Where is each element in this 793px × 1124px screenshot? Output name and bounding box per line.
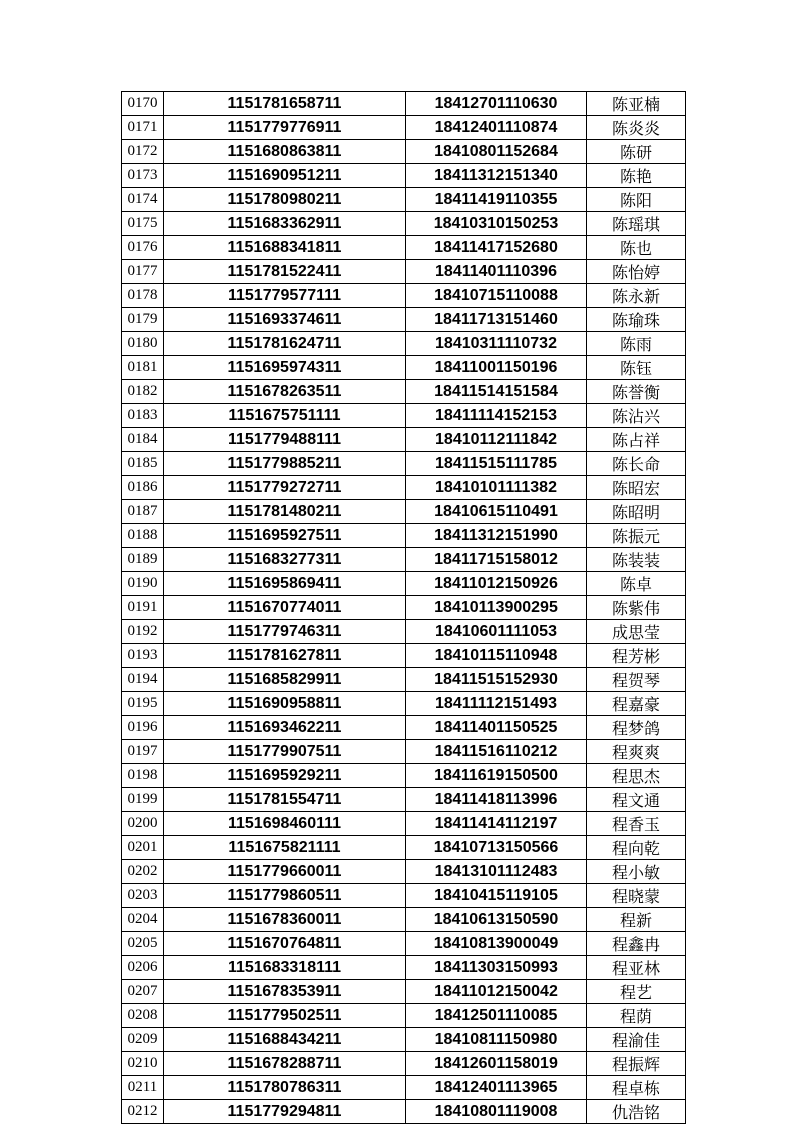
num2-cell: 18412401113965 — [406, 1076, 587, 1100]
num1-cell: 1151693374611 — [164, 308, 406, 332]
num2-cell: 18410113900295 — [406, 596, 587, 620]
num1-cell: 1151670764811 — [164, 932, 406, 956]
num1-cell: 1151685829911 — [164, 668, 406, 692]
table-row — [122, 572, 686, 596]
num1-cell: 1151688434211 — [164, 1028, 406, 1052]
seq-cell: 0171 — [122, 116, 164, 140]
name-cell: 程艺 — [587, 980, 686, 1004]
table-row — [122, 92, 686, 116]
name-cell: 程晓蒙 — [587, 884, 686, 908]
num2-cell: 18411515152930 — [406, 668, 587, 692]
num2-cell: 18411303150993 — [406, 956, 587, 980]
name-cell: 仇浩铭 — [587, 1100, 686, 1124]
num1-cell: 1151780980211 — [164, 188, 406, 212]
num1-cell: 1151695927511 — [164, 524, 406, 548]
num1-cell: 1151695869411 — [164, 572, 406, 596]
num2-cell: 18411414112197 — [406, 812, 587, 836]
table-row — [122, 764, 686, 788]
name-cell: 陈誉衡 — [587, 380, 686, 404]
data-table — [121, 91, 686, 1124]
num2-cell: 18410613150590 — [406, 908, 587, 932]
num1-cell: 1151781480211 — [164, 500, 406, 524]
num1-cell: 1151675751111 — [164, 404, 406, 428]
num1-cell: 1151683277311 — [164, 548, 406, 572]
seq-cell: 0191 — [122, 596, 164, 620]
seq-cell: 0201 — [122, 836, 164, 860]
table-row — [122, 596, 686, 620]
table-row — [122, 308, 686, 332]
seq-cell: 0185 — [122, 452, 164, 476]
seq-cell: 0184 — [122, 428, 164, 452]
seq-cell: 0202 — [122, 860, 164, 884]
num2-cell: 18410310150253 — [406, 212, 587, 236]
table-row — [122, 356, 686, 380]
seq-cell: 0198 — [122, 764, 164, 788]
seq-cell: 0187 — [122, 500, 164, 524]
num2-cell: 18411514151584 — [406, 380, 587, 404]
table-row — [122, 836, 686, 860]
seq-cell: 0208 — [122, 1004, 164, 1028]
num1-cell: 1151779776911 — [164, 116, 406, 140]
seq-cell: 0206 — [122, 956, 164, 980]
seq-cell: 0193 — [122, 644, 164, 668]
name-cell: 陈装装 — [587, 548, 686, 572]
table-row — [122, 452, 686, 476]
seq-cell: 0199 — [122, 788, 164, 812]
name-cell: 程新 — [587, 908, 686, 932]
seq-cell: 0197 — [122, 740, 164, 764]
num2-cell: 18413101112483 — [406, 860, 587, 884]
table-row — [122, 164, 686, 188]
num1-cell: 1151678353911 — [164, 980, 406, 1004]
name-cell: 程荫 — [587, 1004, 686, 1028]
seq-cell: 0183 — [122, 404, 164, 428]
table-row — [122, 860, 686, 884]
seq-cell: 0212 — [122, 1100, 164, 1124]
table-row — [122, 812, 686, 836]
num1-cell: 1151781522411 — [164, 260, 406, 284]
seq-cell: 0205 — [122, 932, 164, 956]
table-row — [122, 1052, 686, 1076]
num2-cell: 18411715158012 — [406, 548, 587, 572]
table-row — [122, 284, 686, 308]
name-cell: 陈研 — [587, 140, 686, 164]
name-cell: 陈振元 — [587, 524, 686, 548]
name-cell: 陈艳 — [587, 164, 686, 188]
num2-cell: 18411419110355 — [406, 188, 587, 212]
num2-cell: 18411001150196 — [406, 356, 587, 380]
seq-cell: 0195 — [122, 692, 164, 716]
num1-cell: 1151680863811 — [164, 140, 406, 164]
name-cell: 陈亚楠 — [587, 92, 686, 116]
name-cell: 程芳彬 — [587, 644, 686, 668]
num2-cell: 18411012150042 — [406, 980, 587, 1004]
table-row — [122, 884, 686, 908]
num1-cell: 1151779294811 — [164, 1100, 406, 1124]
num2-cell: 18410311110732 — [406, 332, 587, 356]
table-row — [122, 332, 686, 356]
name-cell: 陈也 — [587, 236, 686, 260]
name-cell: 陈瑶琪 — [587, 212, 686, 236]
table-row — [122, 668, 686, 692]
table-row — [122, 188, 686, 212]
name-cell: 陈卓 — [587, 572, 686, 596]
num1-cell: 1151779907511 — [164, 740, 406, 764]
name-cell: 陈沾兴 — [587, 404, 686, 428]
table-row — [122, 236, 686, 260]
table-row — [122, 428, 686, 452]
name-cell: 程嘉豪 — [587, 692, 686, 716]
num1-cell: 1151670774011 — [164, 596, 406, 620]
seq-cell: 0207 — [122, 980, 164, 1004]
num1-cell: 1151675821111 — [164, 836, 406, 860]
table-row — [122, 908, 686, 932]
name-cell: 程思杰 — [587, 764, 686, 788]
num2-cell: 18410713150566 — [406, 836, 587, 860]
name-cell: 程振辉 — [587, 1052, 686, 1076]
num2-cell: 18410115110948 — [406, 644, 587, 668]
num1-cell: 1151683318111 — [164, 956, 406, 980]
table-row — [122, 1076, 686, 1100]
table-row — [122, 476, 686, 500]
name-cell: 陈昭明 — [587, 500, 686, 524]
num2-cell: 18411401150525 — [406, 716, 587, 740]
num2-cell: 18411312151340 — [406, 164, 587, 188]
num1-cell: 1151678263511 — [164, 380, 406, 404]
name-cell: 程卓栋 — [587, 1076, 686, 1100]
seq-cell: 0186 — [122, 476, 164, 500]
data-table-body — [122, 92, 686, 1124]
num1-cell: 1151779488111 — [164, 428, 406, 452]
num1-cell: 1151690951211 — [164, 164, 406, 188]
seq-cell: 0188 — [122, 524, 164, 548]
table-row — [122, 644, 686, 668]
table-row — [122, 740, 686, 764]
seq-cell: 0210 — [122, 1052, 164, 1076]
num2-cell: 18411012150926 — [406, 572, 587, 596]
seq-cell: 0203 — [122, 884, 164, 908]
name-cell: 程爽爽 — [587, 740, 686, 764]
num1-cell: 1151695974311 — [164, 356, 406, 380]
num1-cell: 1151698460111 — [164, 812, 406, 836]
seq-cell: 0200 — [122, 812, 164, 836]
name-cell: 陈怡婷 — [587, 260, 686, 284]
num1-cell: 1151781624711 — [164, 332, 406, 356]
num1-cell: 1151695929211 — [164, 764, 406, 788]
name-cell: 陈紫伟 — [587, 596, 686, 620]
num1-cell: 1151779502511 — [164, 1004, 406, 1028]
num2-cell: 18410601111053 — [406, 620, 587, 644]
num1-cell: 1151781554711 — [164, 788, 406, 812]
seq-cell: 0192 — [122, 620, 164, 644]
num2-cell: 18412401110874 — [406, 116, 587, 140]
name-cell: 程文通 — [587, 788, 686, 812]
name-cell: 陈雨 — [587, 332, 686, 356]
name-cell: 陈瑜珠 — [587, 308, 686, 332]
num2-cell: 18411619150500 — [406, 764, 587, 788]
num2-cell: 18412501110085 — [406, 1004, 587, 1028]
table-row — [122, 788, 686, 812]
table-row — [122, 548, 686, 572]
seq-cell: 0209 — [122, 1028, 164, 1052]
seq-cell: 0180 — [122, 332, 164, 356]
table-row — [122, 212, 686, 236]
num2-cell: 18411312151990 — [406, 524, 587, 548]
num2-cell: 18411112151493 — [406, 692, 587, 716]
name-cell: 成思莹 — [587, 620, 686, 644]
num2-cell: 18410801152684 — [406, 140, 587, 164]
num2-cell: 18410811150980 — [406, 1028, 587, 1052]
name-cell: 程渝佳 — [587, 1028, 686, 1052]
num1-cell: 1151779885211 — [164, 452, 406, 476]
seq-cell: 0179 — [122, 308, 164, 332]
seq-cell: 0173 — [122, 164, 164, 188]
num2-cell: 18411401110396 — [406, 260, 587, 284]
num2-cell: 18410801119008 — [406, 1100, 587, 1124]
table-row — [122, 1004, 686, 1028]
num2-cell: 18411417152680 — [406, 236, 587, 260]
table-row — [122, 956, 686, 980]
num1-cell: 1151688341811 — [164, 236, 406, 260]
seq-cell: 0204 — [122, 908, 164, 932]
table-row — [122, 260, 686, 284]
seq-cell: 0194 — [122, 668, 164, 692]
table-row — [122, 140, 686, 164]
name-cell: 陈炎炎 — [587, 116, 686, 140]
num1-cell: 1151678360011 — [164, 908, 406, 932]
num2-cell: 18410112111842 — [406, 428, 587, 452]
seq-cell: 0182 — [122, 380, 164, 404]
name-cell: 程梦鸽 — [587, 716, 686, 740]
num1-cell: 1151780786311 — [164, 1076, 406, 1100]
name-cell: 程小敏 — [587, 860, 686, 884]
num2-cell: 18412601158019 — [406, 1052, 587, 1076]
seq-cell: 0176 — [122, 236, 164, 260]
table-row — [122, 932, 686, 956]
num1-cell: 1151779577111 — [164, 284, 406, 308]
table-row — [122, 980, 686, 1004]
name-cell: 程亚林 — [587, 956, 686, 980]
name-cell: 程香玉 — [587, 812, 686, 836]
num1-cell: 1151781658711 — [164, 92, 406, 116]
seq-cell: 0189 — [122, 548, 164, 572]
num2-cell: 18412701110630 — [406, 92, 587, 116]
num1-cell: 1151779746311 — [164, 620, 406, 644]
name-cell: 陈长命 — [587, 452, 686, 476]
num2-cell: 18410715110088 — [406, 284, 587, 308]
table-row — [122, 1028, 686, 1052]
num1-cell: 1151693462211 — [164, 716, 406, 740]
num1-cell: 1151690958811 — [164, 692, 406, 716]
name-cell: 陈占祥 — [587, 428, 686, 452]
name-cell: 陈昭宏 — [587, 476, 686, 500]
table-row — [122, 620, 686, 644]
num1-cell: 1151683362911 — [164, 212, 406, 236]
num2-cell: 18410813900049 — [406, 932, 587, 956]
num1-cell: 1151781627811 — [164, 644, 406, 668]
name-cell: 陈钰 — [587, 356, 686, 380]
table-row — [122, 716, 686, 740]
name-cell: 陈永新 — [587, 284, 686, 308]
num2-cell: 18411516110212 — [406, 740, 587, 764]
num2-cell: 18411515111785 — [406, 452, 587, 476]
name-cell: 陈阳 — [587, 188, 686, 212]
seq-cell: 0190 — [122, 572, 164, 596]
table-row — [122, 692, 686, 716]
name-cell: 程鑫冉 — [587, 932, 686, 956]
table-row — [122, 524, 686, 548]
num2-cell: 18410415119105 — [406, 884, 587, 908]
name-cell: 程向乾 — [587, 836, 686, 860]
seq-cell: 0170 — [122, 92, 164, 116]
seq-cell: 0181 — [122, 356, 164, 380]
table-row — [122, 404, 686, 428]
seq-cell: 0178 — [122, 284, 164, 308]
seq-cell: 0175 — [122, 212, 164, 236]
num2-cell: 18410615110491 — [406, 500, 587, 524]
seq-cell: 0196 — [122, 716, 164, 740]
num2-cell: 18411114152153 — [406, 404, 587, 428]
num1-cell: 1151678288711 — [164, 1052, 406, 1076]
num2-cell: 18411713151460 — [406, 308, 587, 332]
table-row — [122, 500, 686, 524]
seq-cell: 0211 — [122, 1076, 164, 1100]
table-row — [122, 1100, 686, 1124]
table-row — [122, 380, 686, 404]
seq-cell: 0177 — [122, 260, 164, 284]
num2-cell: 18410101111382 — [406, 476, 587, 500]
num1-cell: 1151779660011 — [164, 860, 406, 884]
num2-cell: 18411418113996 — [406, 788, 587, 812]
num1-cell: 1151779860511 — [164, 884, 406, 908]
seq-cell: 0174 — [122, 188, 164, 212]
name-cell: 程贺琴 — [587, 668, 686, 692]
seq-cell: 0172 — [122, 140, 164, 164]
table-row — [122, 116, 686, 140]
num1-cell: 1151779272711 — [164, 476, 406, 500]
